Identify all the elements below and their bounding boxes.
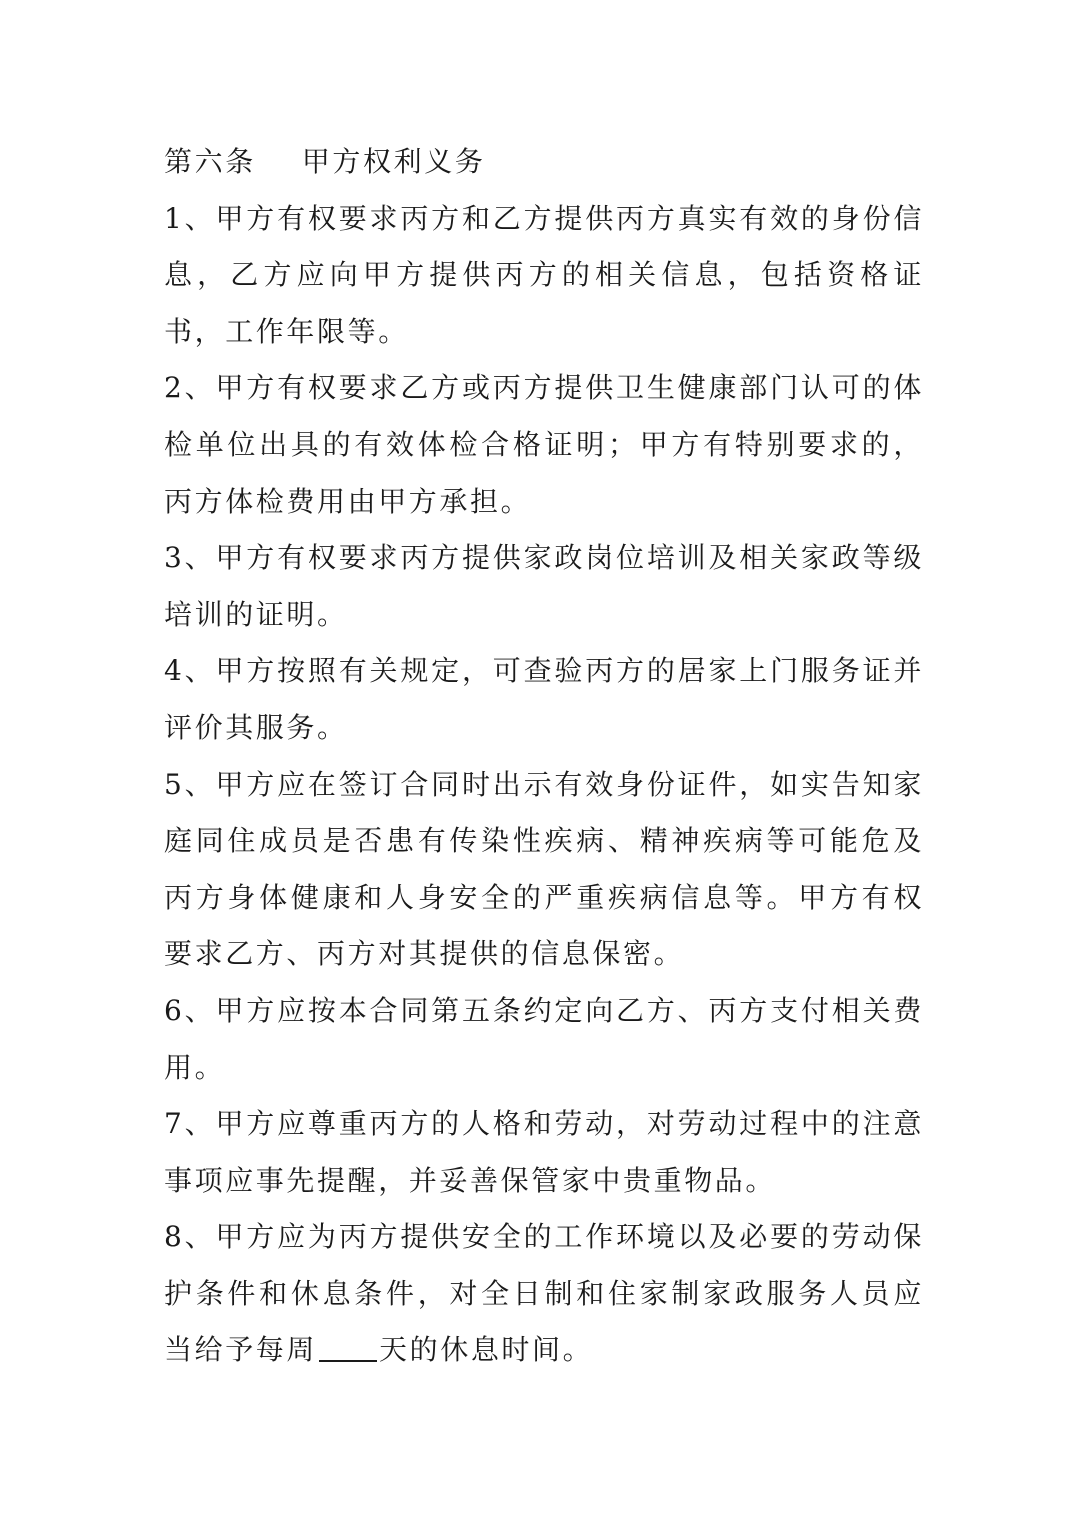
clause-separator: 、 bbox=[184, 1220, 216, 1254]
clause-text: 甲方有权要求丙方和乙方提供丙方真实有效的身份信息，乙方应向甲方提供丙方的相关信息，包括资格证书，工作年限等。 bbox=[164, 201, 924, 348]
clause-number: 2 bbox=[164, 371, 185, 405]
clause-1 bbox=[164, 191, 924, 361]
clause-separator: 、 bbox=[184, 767, 216, 801]
rest-days-blank[interactable] bbox=[319, 1358, 377, 1362]
clause-5 bbox=[164, 757, 924, 983]
document-body bbox=[164, 134, 924, 1379]
clause-number: 5 bbox=[164, 767, 185, 801]
clause-text: 甲方有权要求乙方或丙方提供卫生健康部门认可的体检单位出具的有效体检合格证明；甲方有特别要求的，丙方体检费用由甲方承担。 bbox=[164, 371, 924, 518]
clause-text-after-blank: 天的休息时间。 bbox=[379, 1333, 594, 1367]
article-title: 甲方权利义务 bbox=[301, 145, 486, 178]
clause-8 bbox=[164, 1209, 924, 1379]
clause-number: 1 bbox=[164, 201, 185, 235]
clause-7 bbox=[164, 1096, 924, 1209]
clause-text-before-blank: 甲方应为丙方提供安全的工作环境以及必要的劳动保护条件和休息条件，对全日制和住家制家政服务人员应当给予每周 bbox=[164, 1220, 924, 1367]
clause-separator: 、 bbox=[184, 654, 216, 688]
clause-separator: 、 bbox=[184, 541, 216, 575]
clause-separator: 、 bbox=[184, 201, 216, 235]
clause-2 bbox=[164, 360, 924, 530]
clause-number: 3 bbox=[164, 541, 185, 575]
clause-number: 7 bbox=[164, 1107, 185, 1141]
article-number: 第六条 bbox=[164, 145, 256, 178]
clause-text: 甲方应尊重丙方的人格和劳动，对劳动过程中的注意事项应事先提醒，并妥善保管家中贵重物品。 bbox=[164, 1107, 924, 1197]
clause-separator: 、 bbox=[184, 993, 216, 1027]
clause-4 bbox=[164, 643, 924, 756]
article-heading bbox=[164, 134, 924, 191]
clause-separator: 、 bbox=[184, 371, 216, 405]
clause-text: 甲方有权要求丙方提供家政岗位培训及相关家政等级培训的证明。 bbox=[164, 541, 924, 631]
clause-3 bbox=[164, 530, 924, 643]
clause-number: 4 bbox=[164, 654, 185, 688]
clause-text: 甲方应在签订合同时出示有效身份证件，如实告知家庭同住成员是否患有传染性疾病、精神疾病等可能危及丙方身体健康和人身安全的严重疾病信息等。甲方有权要求乙方、丙方对其提供的信息保密。 bbox=[164, 767, 924, 971]
clause-6 bbox=[164, 983, 924, 1096]
clause-text: 甲方按照有关规定，可查验丙方的居家上门服务证并评价其服务。 bbox=[164, 654, 924, 744]
clause-number: 8 bbox=[164, 1220, 185, 1254]
clause-separator: 、 bbox=[184, 1107, 216, 1141]
clause-text: 甲方应按本合同第五条约定向乙方、丙方支付相关费用。 bbox=[164, 993, 924, 1084]
clause-number: 6 bbox=[164, 993, 185, 1027]
